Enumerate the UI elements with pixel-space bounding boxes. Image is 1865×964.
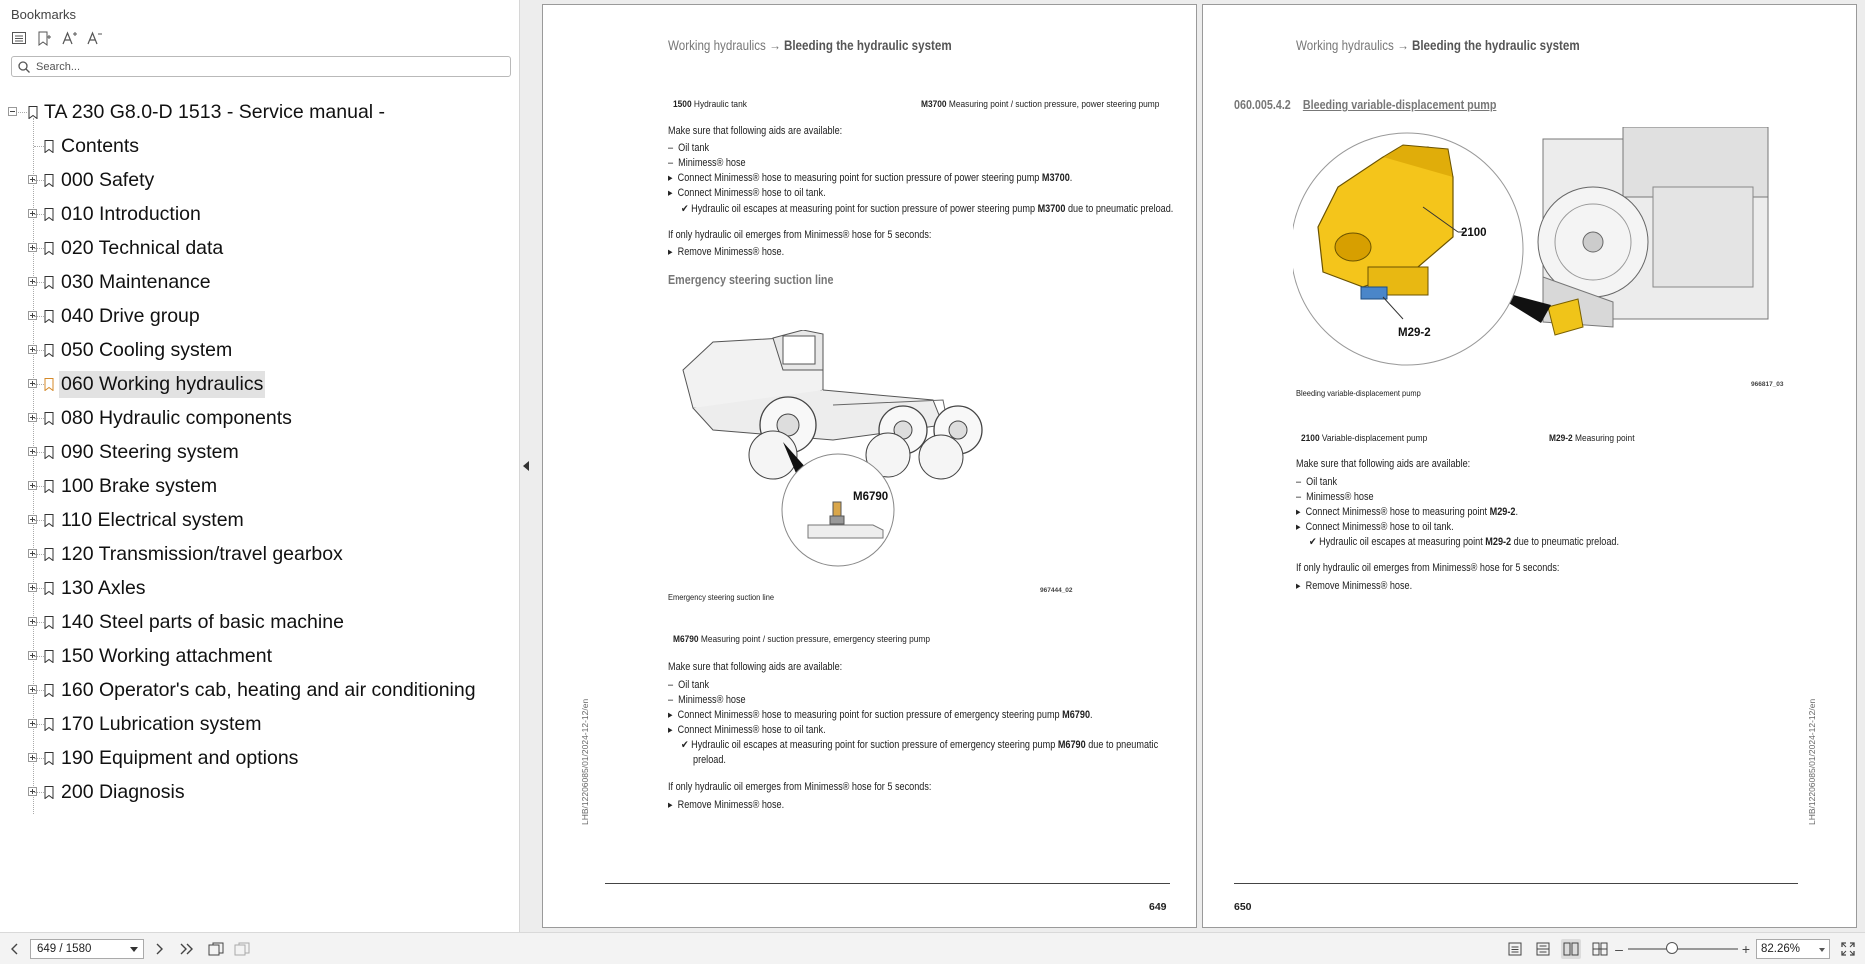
bookmark-icon xyxy=(44,344,54,357)
page-header: Working hydraulics → Bleeding the hydraulic system xyxy=(668,38,952,53)
bookmark-item[interactable] xyxy=(24,606,346,638)
two-page-continuous-button[interactable] xyxy=(1590,939,1610,959)
next-page-button[interactable] xyxy=(152,939,168,959)
page-number: 650 xyxy=(1234,901,1252,913)
continuous-page-icon xyxy=(1536,942,1550,956)
bookmark-item[interactable] xyxy=(24,300,202,332)
step-item: ▸ Connect Minimess® hose to oil tank. xyxy=(668,187,826,199)
bookmark-item-label: 050 Cooling system xyxy=(61,338,233,361)
bookmark-icon xyxy=(44,208,54,221)
figure-caption: Emergency steering suction line xyxy=(668,592,775,602)
bookmark-item[interactable] xyxy=(24,198,203,230)
zoom-slider-track[interactable] xyxy=(1628,948,1738,950)
single-page-icon xyxy=(1508,942,1522,956)
legend-item: M6790 Measuring point / suction pressure, emergency steering pump xyxy=(673,634,930,645)
bookmarks-toolbar xyxy=(11,30,102,46)
bookmark-icon xyxy=(44,174,54,187)
bookmark-item-label: 080 Hydraulic components xyxy=(61,406,292,429)
bookmark-item-label: 130 Axles xyxy=(61,576,146,599)
bookmark-item-label: 110 Electrical system xyxy=(61,508,244,531)
bookmark-item[interactable] xyxy=(24,640,274,672)
zoom-slider-thumb[interactable] xyxy=(1666,942,1678,954)
list-item: – Oil tank xyxy=(1296,476,1338,488)
result-item: ✔ Hydraulic oil escapes at measuring point M29-2 due to pneumatic preload. xyxy=(1309,536,1620,548)
bookmark-icon xyxy=(44,752,54,765)
page-number-value: 649 / 1580 xyxy=(37,943,92,955)
bookmark-icon xyxy=(44,140,54,153)
bookmark-item[interactable] xyxy=(24,334,234,366)
bookmark-item[interactable] xyxy=(24,402,294,434)
figure-caption: Bleeding variable-displacement pump xyxy=(1296,388,1421,398)
page-number-field[interactable] xyxy=(30,939,144,959)
paragraph: Make sure that following aids are available: xyxy=(668,661,843,673)
triangle-left-icon xyxy=(523,461,530,471)
bookmark-icon xyxy=(44,718,54,731)
bookmark-icon xyxy=(44,446,54,459)
bookmark-icon xyxy=(44,582,54,595)
zoom-level-field[interactable] xyxy=(1756,939,1830,959)
result-item: ✔ Hydraulic oil escapes at measuring point for suction pressure of emergency steering pump M6790 due to pneumatic xyxy=(681,739,1159,751)
result-item: ✔ Hydraulic oil escapes at measuring point for suction pressure of power steering pump M3700 due to pneumatic preload. xyxy=(681,203,1174,215)
bookmark-icon xyxy=(44,548,54,561)
bookmark-item-label: 100 Brake system xyxy=(61,474,218,497)
bookmark-item[interactable] xyxy=(24,538,345,570)
bookmark-item-label: Contents xyxy=(61,134,140,157)
document-id-vertical: LHB/12206085/01/2024-12-12/en xyxy=(1807,698,1817,825)
fullscreen-icon xyxy=(1841,942,1855,956)
pdf-page-650 xyxy=(1202,4,1857,928)
bookmark-icon xyxy=(44,650,54,663)
figure-code: 967444_02 xyxy=(1040,587,1073,594)
chevron-left-icon xyxy=(10,943,18,955)
chevron-right-icon xyxy=(156,943,164,955)
add-bookmark-icon[interactable] xyxy=(36,30,52,46)
single-page-view-button[interactable] xyxy=(1506,939,1524,959)
collapse-sidebar-handle[interactable] xyxy=(521,456,531,476)
bookmark-icon xyxy=(44,310,54,323)
previous-page-button[interactable] xyxy=(6,939,22,959)
bookmark-item-label: 170 Lubrication system xyxy=(61,712,262,735)
copy-icon xyxy=(208,942,224,956)
bookmark-icon xyxy=(28,106,38,119)
expand-all-icon[interactable] xyxy=(11,30,27,46)
step-item: ▸ Connect Minimess® hose to oil tank. xyxy=(668,724,826,736)
paragraph: Make sure that following aids are available: xyxy=(668,125,843,137)
bookmark-icon xyxy=(44,616,54,629)
bookmark-item[interactable] xyxy=(24,232,225,264)
zoom-in-button[interactable]: + xyxy=(1741,941,1751,957)
bookmark-item-label: 150 Working attachment xyxy=(61,644,273,667)
bookmark-icon xyxy=(44,242,54,255)
dropdown-arrow-icon xyxy=(130,947,138,952)
bookmark-item[interactable] xyxy=(24,708,264,740)
list-item: – Oil tank xyxy=(668,142,710,154)
bookmark-item[interactable] xyxy=(24,368,265,400)
step-item: ▸ Connect Minimess® hose to measuring point for suction pressure of power steering pump M3700. xyxy=(668,172,1073,184)
bookmark-icon xyxy=(44,684,54,697)
bookmark-icon xyxy=(44,276,54,289)
bookmarks-panel xyxy=(0,0,520,932)
page-header: Working hydraulics → Bleeding the hydraulic system xyxy=(1296,38,1580,53)
bookmark-item[interactable] xyxy=(24,674,478,706)
bookmark-icon xyxy=(44,412,54,425)
status-toolbar xyxy=(0,932,1865,964)
variable-displacement-pump-illustration xyxy=(1293,127,1773,372)
bookmark-item[interactable] xyxy=(24,742,300,774)
bookmark-item[interactable] xyxy=(24,436,241,468)
bookmark-item-label: 120 Transmission/travel gearbox xyxy=(61,542,343,565)
two-page-view-button[interactable] xyxy=(1561,939,1581,959)
bookmark-icon xyxy=(44,514,54,527)
dropdown-arrow-icon xyxy=(1819,948,1825,952)
bookmark-item-label: 160 Operator's cab, heating and air conditioning xyxy=(61,678,476,701)
list-item: – Minimess® hose xyxy=(668,157,746,169)
paragraph: If only hydraulic oil emerges from Minimess® hose for 5 seconds: xyxy=(668,229,932,241)
copy-page-button[interactable] xyxy=(206,939,226,959)
bookmark-item-label: 000 Safety xyxy=(61,168,155,191)
last-page-button[interactable] xyxy=(177,939,197,959)
search-icon xyxy=(18,61,30,73)
footer-rule xyxy=(605,883,1170,884)
list-item: – Minimess® hose xyxy=(1296,491,1374,503)
step-item: ▸ Connect Minimess® hose to oil tank. xyxy=(1296,521,1454,533)
list-item: – Oil tank xyxy=(668,679,710,691)
two-page-icon xyxy=(1563,942,1579,956)
continuous-view-button[interactable] xyxy=(1534,939,1552,959)
bookmark-item[interactable] xyxy=(24,504,246,536)
bookmark-item[interactable] xyxy=(24,266,213,298)
bookmark-item-label: 190 Equipment and options xyxy=(61,746,299,769)
bookmark-item[interactable] xyxy=(24,776,187,808)
section-heading: 060.005.4.2 Bleeding variable-displacement pump xyxy=(1234,98,1497,112)
fullscreen-button[interactable] xyxy=(1838,939,1858,959)
subheading: Emergency steering suction line xyxy=(668,273,834,287)
bookmark-item-label: 030 Maintenance xyxy=(61,270,211,293)
step-item: ▸ Connect Minimess® hose to measuring point for suction pressure of emergency steering pump M6790. xyxy=(668,709,1093,721)
bookmark-item[interactable] xyxy=(24,572,148,604)
bookmark-item-label: 060 Working hydraulics xyxy=(59,371,265,398)
figure-code: 966817_03 xyxy=(1751,381,1784,388)
bookmark-item[interactable] xyxy=(24,130,141,162)
zoom-out-button[interactable]: – xyxy=(1615,941,1623,957)
bookmark-item-label: 040 Drive group xyxy=(61,304,200,327)
callout-label: 2100 xyxy=(1461,227,1487,239)
bookmark-item[interactable] xyxy=(24,164,156,196)
pdf-page-649 xyxy=(542,4,1197,928)
step-item: ▸ Remove Minimess® hose. xyxy=(1296,580,1413,592)
bookmark-root-label: TA 230 G8.0-D 1513 - Service manual - xyxy=(44,100,386,123)
collapse-toggle-icon[interactable] xyxy=(8,107,17,116)
decrease-font-icon[interactable] xyxy=(86,30,102,46)
bookmark-root[interactable] xyxy=(8,96,387,128)
double-chevron-right-icon xyxy=(180,943,194,955)
bookmark-search-field[interactable] xyxy=(11,56,511,77)
increase-font-icon[interactable] xyxy=(61,30,77,46)
result-item-continued: preload. xyxy=(693,754,726,766)
paragraph: If only hydraulic oil emerges from Minimess® hose for 5 seconds: xyxy=(1296,562,1560,574)
callout-label: M6790 xyxy=(853,491,889,503)
footer-rule xyxy=(1234,883,1798,884)
bookmark-icon xyxy=(44,786,54,799)
bookmark-item-label: 020 Technical data xyxy=(61,236,224,259)
list-item: – Minimess® hose xyxy=(668,694,746,706)
paragraph: Make sure that following aids are available: xyxy=(1296,458,1471,470)
bookmark-icon xyxy=(44,480,54,493)
bookmark-icon xyxy=(44,378,54,391)
legend-item: M29-2 Measuring point xyxy=(1549,433,1635,444)
bookmark-item-label: 140 Steel parts of basic machine xyxy=(61,610,344,633)
document-id-vertical: LHB/12206085/01/2024-12-12/en xyxy=(580,698,590,825)
copy-disabled-icon xyxy=(234,942,250,956)
legend-item: 2100 Variable-displacement pump xyxy=(1301,433,1428,444)
bookmarks-title: Bookmarks xyxy=(11,7,77,22)
legend-item: 1500 Hydraulic tank xyxy=(673,99,747,110)
search-input[interactable] xyxy=(36,61,476,73)
paste-page-button[interactable] xyxy=(232,939,252,959)
bookmark-item-label: 090 Steering system xyxy=(61,440,239,463)
step-item: ▸ Connect Minimess® hose to measuring point M29-2. xyxy=(1296,506,1518,518)
paragraph: If only hydraulic oil emerges from Minimess® hose for 5 seconds: xyxy=(668,781,932,793)
page-number: 649 xyxy=(1149,901,1167,913)
two-page-continuous-icon xyxy=(1592,942,1608,956)
dump-truck-illustration xyxy=(673,330,1003,575)
bookmark-item[interactable] xyxy=(24,470,219,502)
zoom-level-value: 82.26% xyxy=(1761,943,1801,955)
step-item: ▸ Remove Minimess® hose. xyxy=(668,799,785,811)
callout-label: M29-2 xyxy=(1398,327,1431,339)
legend-item: M3700 Measuring point / suction pressure, power steering pump xyxy=(921,99,1160,110)
step-item: ▸ Remove Minimess® hose. xyxy=(668,246,785,258)
bookmark-item-label: 010 Introduction xyxy=(61,202,201,225)
bookmark-item-label: 200 Diagnosis xyxy=(61,780,185,803)
